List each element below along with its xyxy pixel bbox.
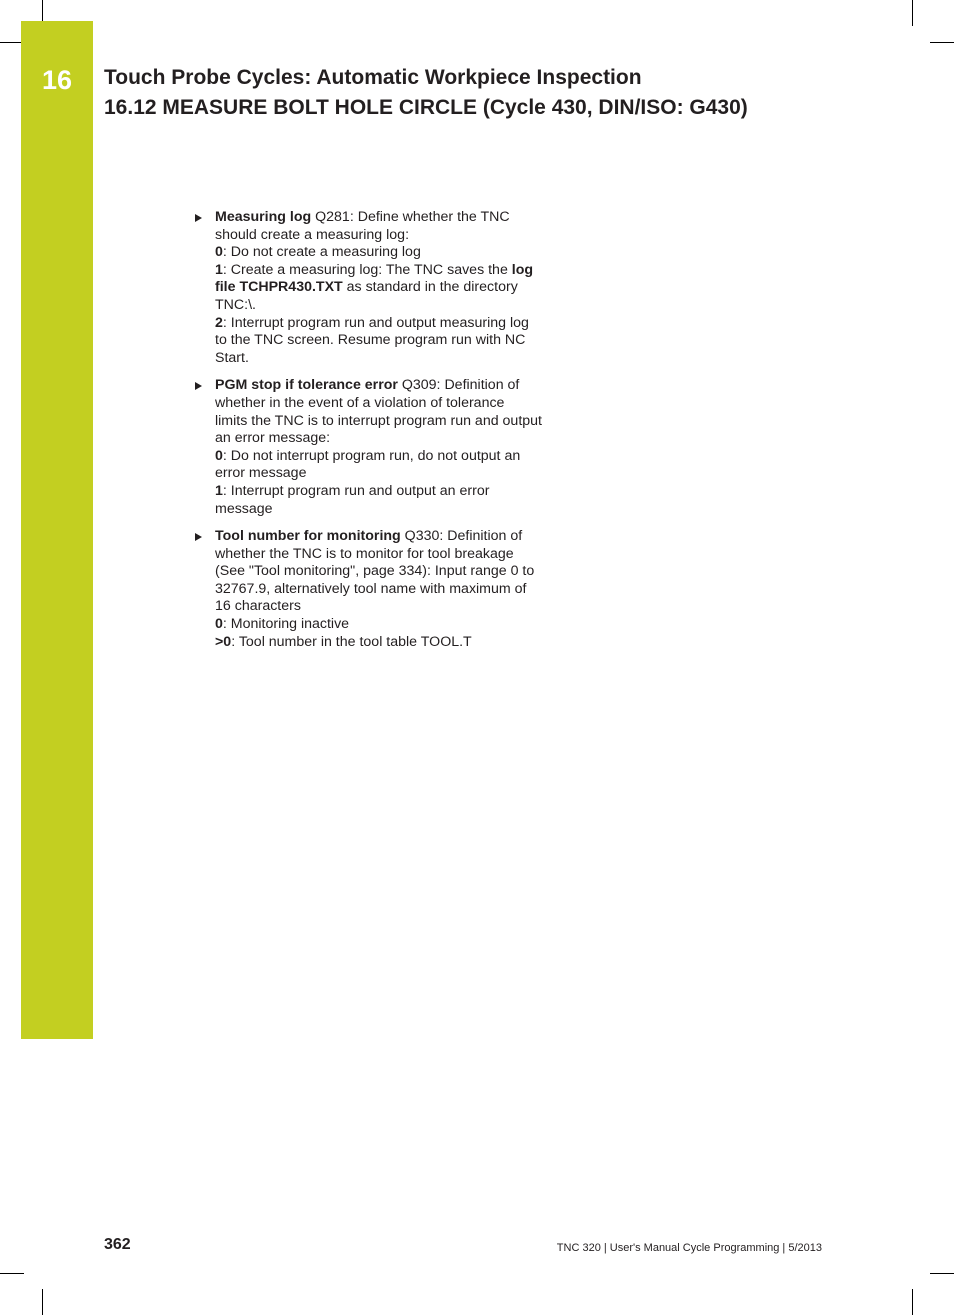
parameter-line (215, 279, 573, 297)
text-run: : Tool number in the tool table TOOL.T (231, 633, 472, 650)
section-title: 16.12 MEASURE BOLT HOLE CIRCLE (Cycle 430, DIN/ISO: G430) (104, 96, 748, 119)
crop-mark (912, 0, 913, 26)
parameter-line (215, 546, 573, 564)
bold-term: Measuring log (215, 209, 312, 225)
text-run: (See "Tool monitoring", page 334): Input range 0 to (215, 563, 535, 580)
parameter-line (215, 448, 573, 466)
text-run: Q309: Definition of (397, 377, 520, 394)
text-run: 32767.9, alternatively tool name with maximum of (215, 580, 527, 597)
text-run: an error message: (215, 430, 331, 447)
bold-term: 2 (215, 314, 223, 331)
text-run: : Do not interrupt program run, do not output an (222, 447, 521, 464)
text-run: : Create a measuring log: The TNC saves the (222, 261, 512, 278)
parameter-line (215, 262, 573, 280)
parameter-line (215, 315, 573, 333)
text-run: TNC:\. (215, 296, 256, 313)
parameter-line (215, 483, 573, 501)
parameter-line (215, 377, 573, 395)
bold-term: >0 (215, 633, 232, 650)
footer-text: TNC 320 | User's Manual Cycle Programming | 5/2013 (556, 1242, 822, 1254)
text-run: Q281: Define whether the TNC (311, 209, 510, 225)
parameter-item (193, 377, 573, 518)
parameter-line (215, 297, 573, 315)
crop-mark (42, 1289, 43, 1315)
parameter-line (215, 465, 573, 483)
parameter-line (215, 413, 573, 431)
parameter-list (193, 209, 573, 661)
parameter-line (215, 616, 573, 634)
parameter-line (215, 430, 573, 448)
text-run: : Monitoring inactive (222, 616, 350, 633)
parameter-line (215, 227, 573, 245)
crop-mark (930, 1273, 954, 1274)
text-run: should create a measuring log: (215, 226, 410, 243)
parameter-line (215, 634, 573, 652)
bullet-arrow-icon (195, 382, 202, 390)
text-run: as standard in the directory (342, 279, 518, 296)
bold-term: Tool number for monitoring (215, 528, 401, 545)
text-run: Q330: Definition of (400, 528, 523, 545)
bullet-arrow-icon (195, 533, 202, 541)
bold-term: 1 (215, 482, 223, 499)
bold-term: 0 (215, 244, 223, 261)
bold-term: 0 (215, 447, 223, 464)
page-number: 362 (104, 1236, 131, 1253)
parameter-line (215, 395, 573, 413)
bold-term: 0 (215, 616, 223, 633)
text-run: error message (215, 465, 307, 482)
bold-term: PGM stop if tolerance error (215, 377, 398, 394)
chapter-title: Touch Probe Cycles: Automatic Workpiece Inspection (104, 66, 642, 89)
text-run: to the TNC screen. Resume program run with NC (215, 332, 526, 349)
text-run: 16 characters (215, 598, 301, 615)
parameter-line (215, 598, 573, 616)
parameter-item (193, 528, 573, 651)
parameter-line (215, 581, 573, 599)
chapter-tab (21, 21, 93, 1039)
text-run: : Do not create a measuring log (222, 244, 421, 261)
bold-term: log (511, 261, 534, 278)
parameter-line (215, 332, 573, 350)
parameter-line (215, 501, 573, 519)
parameter-line (215, 244, 573, 262)
text-run: message (215, 500, 273, 517)
parameter-line (215, 350, 573, 368)
chapter-number: 16 (41, 65, 73, 95)
bold-term: 1 (215, 261, 223, 278)
crop-mark (912, 1289, 913, 1315)
parameter-item (193, 209, 573, 367)
text-run: Start. (215, 349, 249, 366)
text-run: limits the TNC is to interrupt program run and output (215, 412, 542, 429)
crop-mark (0, 1273, 24, 1274)
text-run: whether the TNC is to monitor for tool breakage (215, 545, 514, 562)
crop-mark (930, 42, 954, 43)
parameter-line (215, 563, 573, 581)
parameter-line (215, 528, 573, 546)
text-run: : Interrupt program run and output an error (222, 482, 490, 499)
bullet-arrow-icon (195, 214, 202, 222)
text-run: : Interrupt program run and output measuring log (222, 314, 529, 331)
text-run: whether in the event of a violation of tolerance (215, 394, 505, 411)
bold-term: file TCHPR430.TXT (215, 279, 343, 296)
parameter-line (215, 209, 573, 227)
